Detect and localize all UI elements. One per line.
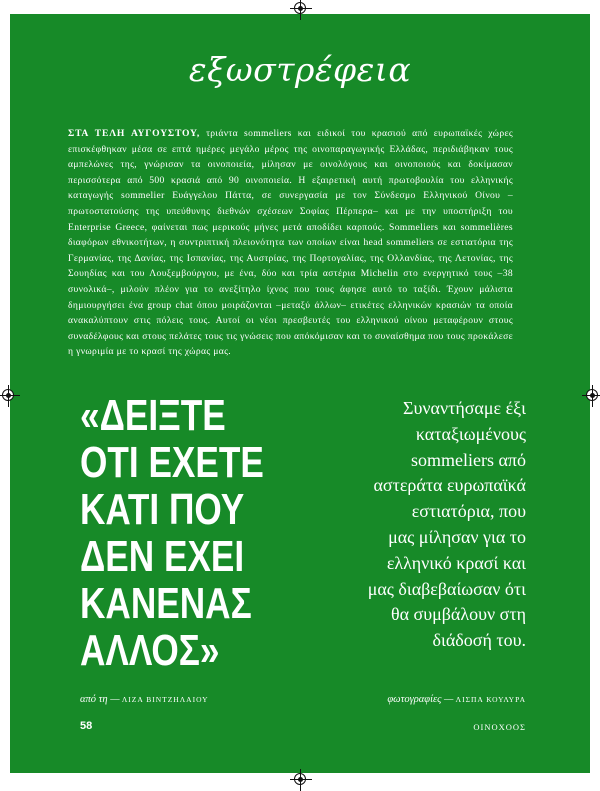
registration-mark-icon [2, 389, 14, 401]
intro-body: τριάντα sommeliers και ειδικοί του κρασιού από ευρωπαϊκές χώρες επισκέφθηκαν μέσα σε επτά ημέρες μεγάλο μέρος της οινοπαραγωγικής Ελλάδας, περιδιάβηκαν τους αμπελώνες της, γνώρισαν τα οινοποιεία, μίλησαν με οινολόγους και οινοποιούς και δοκίμασαν περισσότερα από 500 κρασιά από 90 οινοποιεία. Η εξαιρετική αυτή πρωτοβουλία του ελληνικής καταγωγής sommelier Ευάγγελου Πάττα, σε συνεργασία με τον Σύνδεσμο Ελληνικού Οίνου –πρωτοστατούσης της υπεύθυνης διεθνών σχέσεων Σοφίας Πέρπερα– και με την υποστήριξη του Enterprise Greece, φαίνεται πως μερικούς μήνες μετά αποδίδει καρπούς. Sommeliers και sommelières διαφόρων εθνικοτήτων, η συντριπτική πλειονότητα των οποίων είναι head sommeliers σε εστιατόρια της Γερμανίας, της Δανίας, της Ισπανίας, της Αυστρίας, της Πορτογαλίας, της Ολλανδίας, της Λετονίας, της Σουηδίας και του Λουξεμβούργου, με ένα, δύο και τρία αστέρια Michelin στο ενεργητικό τους –38 συνολικά–, μιλούν πλέον για το ανεξίτηλο ίχνος που τους άφησε αυτό το ταξίδι. Έχουν μάλιστα δημιουργήσει ένα group chat όπου μοιράζονται –μεταξύ άλλων– ετικέτες ελληνικών κρασιών τα οποία ανακαλύπτουν στις πόλεις τους. Αυτοί οι νέοι πρεσβευτές του ελληνικού οίνου μεταφέρουν στους συναδέλφους και στους πελάτες τους τις γνώσεις που απόκόμισαν και το συναίσθημα που τους προκάλεσε η γνωριμία με το κρασί της χώρας μας. [68, 128, 514, 358]
standfirst-line: ελληνικό κρασί και [386, 552, 526, 573]
pull-quote [80, 392, 264, 674]
author-credit [80, 694, 209, 705]
intro-lead: ΣΤΑ ΤΕΛΗ ΑΥΓΟΥΣΤΟΥ, [68, 128, 201, 139]
pull-quote-line: «ΔΕΙΞΤΕ [80, 391, 226, 440]
registration-mark-icon [294, 2, 306, 14]
pull-quote-line: ΚΑΝΕΝΑΣ [80, 579, 252, 628]
standfirst-line: αστεράτα ευρωπαϊκά [373, 475, 526, 496]
pull-quote-line: ΔΕΝ ΕΧΕΙ [80, 532, 245, 581]
section-title: εξωστρέφεια [188, 50, 412, 89]
pull-quote-line: ΚΑΤΙ ΠΟΥ [80, 485, 245, 534]
standfirst-line: μας μίλησαν για το [388, 526, 526, 547]
standfirst-line: θα συμβάλουν στη [390, 604, 526, 625]
photo-prefix: φωτογραφίες — [387, 694, 454, 705]
intro-paragraph [68, 126, 513, 360]
pull-quote-line: ΟΤΙ ΕΧΕΤΕ [80, 438, 264, 487]
standfirst-line: Συναντήσαμε έξι [402, 398, 526, 418]
page-number: 58 [80, 720, 93, 732]
author-name: ΛΙΖΑ ΒΙΝΤΖΗΛΑΙΟΥ [121, 695, 209, 704]
photographer-name: ΛΙΣΠΑ ΚΟΥΛΥΡΑ [455, 695, 526, 704]
standfirst-line: εστιατόρια, που [411, 501, 526, 522]
registration-mark-icon [294, 773, 306, 785]
standfirst-line: διάδοσή του. [432, 630, 526, 651]
photo-credit [387, 694, 526, 705]
magazine-name: ΟΙΝΟΧΟΟΣ [473, 722, 526, 732]
standfirst-line: sommeliers από [410, 449, 526, 470]
standfirst [316, 396, 526, 654]
author-prefix: από τη — [80, 694, 120, 705]
registration-mark-icon [586, 389, 598, 401]
standfirst-line: καταξιωμένους [415, 423, 526, 444]
standfirst-line: μας διαβεβαίωσαν ότι [367, 578, 526, 599]
pull-quote-line: ΑΛΛΟΣ» [80, 626, 220, 675]
